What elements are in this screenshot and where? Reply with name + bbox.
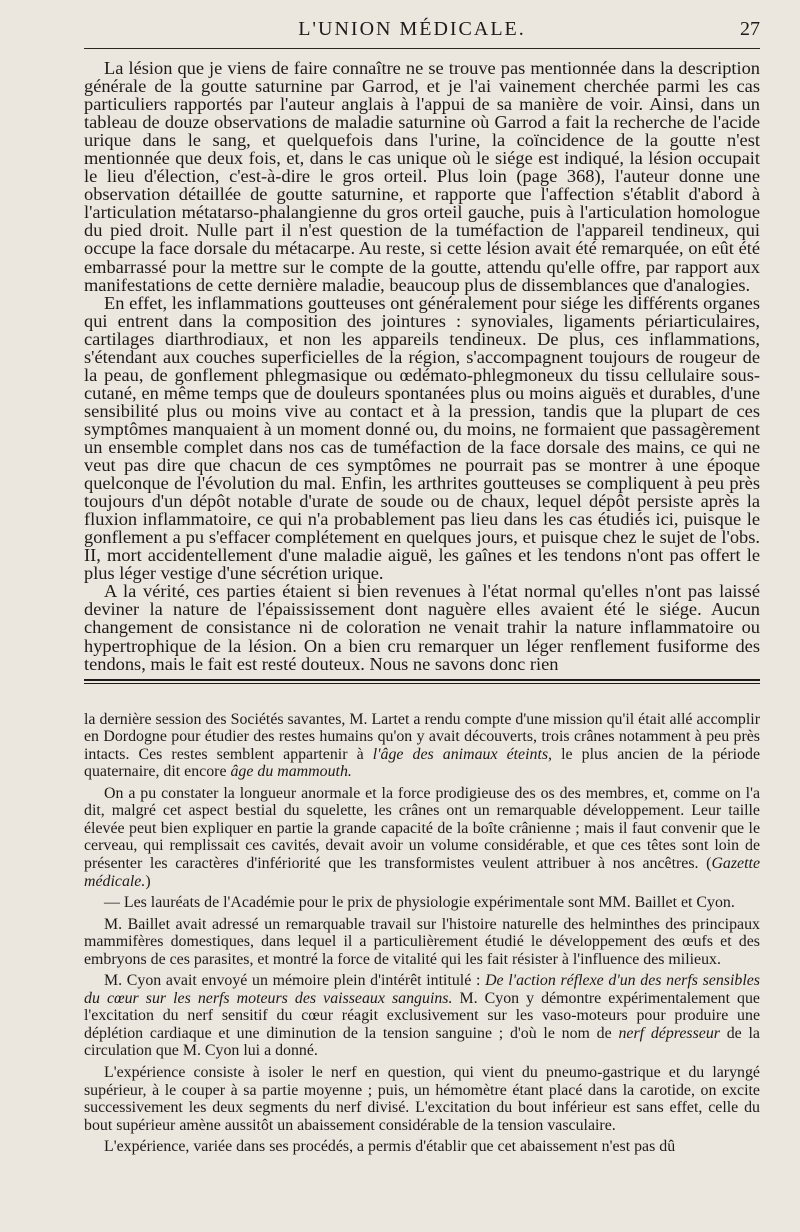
main-paragraph-1: La lésion que je viens de faire connaître ne se trouve pas mentionnée dans la description générale de la goutte saturnine par Garrod, et je l'ai vainement cherchée parmi les cas particuliers rapportés par l'auteur anglais à l'appui de sa manière de voir. Ainsi, dans un tableau de douze observations de maladie saturnine où Garrod a fait la recherche de l'acide urique dans le sang, et quelquefois dans l'urine, la coïncidence de la goutte n'est mentionnée que deux fois, et, dans le cas unique où le siége est indiqué, la lésion occupait le lieu d'élection, c'est-à-dire le gros orteil. Plus loin (page 368), l'auteur donne une observation détaillée de goutte saturnine, et rapporte que l'affection s'établit d'abord à l'articulation métatarso-phalangienne du gros orteil gauche, puis à l'articulation homologue du pied droit. Nulle part il n'est question de la tuméfaction de l'appareil tendineux, qui occupe la face dorsale du métacarpe. Au reste, si cette lésion avait été remarquée, on eût été embarrassé pour la mettre sur le compte de la goutte, attendu qu'elle offre, par rapport aux manifestations de cette dernière maladie, beaucoup plus de dissemblances que d'analogies. xyxy=(84,58,760,295)
page-number: 27 xyxy=(740,18,760,40)
note-paragraph-2: On a pu constater la longueur anormale et la force prodigieuse des os des membres, et, comme on l'a dit, malgré cet aspect bestial du squelette, les crânes ont un remarquable développement. Leur taille élevée peut bien expliquer en partie la grande capacité de la boîte crânienne ; mais il faut convenir que le cerveau, qui remplissait ces cavités, devait avoir un volume considérable, et que ces têtes sont loin de présenter les caractères d'infériorité que les transformistes veulent attribuer à nos ancêtres. (Gazette médicale.) xyxy=(84,784,760,890)
main-paragraph-3: A la vérité, ces parties étaient si bien revenues à l'état normal qu'elles n'ont pas laissé deviner la nature de l'épaississement dont naguère elles avaient été le siége. Aucun changement de consistance ni de coloration ne venait trahir la nature inflammatoire ou hypertrophique de la lésion. On a bien cru remarquer un léger renflement fusiforme des tendons, mais le fait est resté douteux. Nous ne savons donc rien xyxy=(84,581,760,674)
note-paragraph-6: L'expérience consiste à isoler le nerf en question, qui vient du pneumo-gastrique et du laryngé supérieur, à le couper à sa partie moyenne ; puis, un hémomètre étant placé dans la carotide, on excite successivement les deux segments du nerf divisé. L'excitation du bout inférieur est sans effet, celle du bout supérieur amène aussitôt un abaissement considérable de la tension vasculaire. xyxy=(84,1063,760,1134)
note-paragraph-4: M. Baillet avait adressé un remarquable travail sur l'histoire naturelle des helminthes des principaux mammifères domestiques, dans lequel il a particulièrement étudié le développement des œufs et des embryons de ces parasites, et montré la force de vitalité qui les fait résister à l'influence des milieux. xyxy=(84,915,760,968)
note-paragraph-1: la dernière session des Sociétés savantes, M. Lartet a rendu compte d'une mission qu'il était allé accomplir en Dordogne pour étudier des restes humains qu'on y avait découverts, trois crânes notamment à peu près intacts. Ces restes semblent appartenir à l'âge des animaux éteints, le plus ancien de la période quaternaire, dit encore âge du mammouth. xyxy=(84,710,760,781)
note-paragraph-7: L'expérience, variée dans ses procédés, a permis d'établir que cet abaissement n'est pas dû xyxy=(104,1138,676,1156)
section-separator-rule xyxy=(84,679,760,684)
running-head xyxy=(84,14,760,48)
note-paragraph-3: — Les lauréats de l'Académie pour le prix de physiologie expérimentale sont MM. Baillet et Cyon. xyxy=(104,894,735,912)
note-paragraph-5: M. Cyon avait envoyé un mémoire plein d'intérêt intitulé : De l'action réflexe d'un des nerfs sensibles du cœur sur les nerfs moteurs des vaisseaux sanguins. M. Cyon y démontre expérimentalement que l'excitation du nerf sensitif du cœur réagit exclusivement sur les vaso-moteurs pour produire une déplétion cardiaque et une diminution de la tension sanguine ; d'où le nom de nerf dépresseur de la circulation que M. Cyon lui a donné. xyxy=(84,972,760,1060)
journal-title: L'UNION MÉDICALE. xyxy=(298,18,526,40)
main-text xyxy=(84,59,760,673)
main-paragraph-2: En effet, les inflammations goutteuses ont généralement pour siége les différents organes qui entrent dans la composition des jointures : synoviales, ligaments périarticulaires, cartilages diarthrodiaux, et non les appareils tendineux. De plus, ces inflammations, s'étendant aux couches superficielles de la région, s'accompagnent toujours de rougeur de la peau, de gonflement phlegmasique ou œdémato-phlegmoneux du tissu cellulaire sous-cutané, en même temps que de douleurs spontanées plus ou moins aiguës et durables, d'une sensibilité plus ou moins vive au contact et à la pression, tandis que la plupart de ces symptômes manquaient à un moment donné ou, du moins, ne formaient que passagèrement un ensemble complet dans nos cas de tuméfaction de la face dorsale des mains, ce qui ne veut pas dire que chacun de ces symptômes ne pourrait pas se montrer à une époque quelconque de l'évolution du mal. Enfin, les arthrites goutteuses se compliquent à peu près toujours d'un dépôt notable d'urate de soude ou de chaux, lequel dépôt persiste après la fluxion inflammatoire, ce qui n'a probablement pas lieu dans les cas étudiés ici, puisque le gonflement a pu s'effacer complétement en quelques jours, et puisque chez le sujet de l'obs. II, mort accidentellement d'une maladie aiguë, les gaînes et les tendons n'ont pas offert le plus léger vestige d'une sécrétion urique. xyxy=(84,292,760,584)
news-notes xyxy=(84,711,760,1156)
header-rule xyxy=(84,48,760,49)
